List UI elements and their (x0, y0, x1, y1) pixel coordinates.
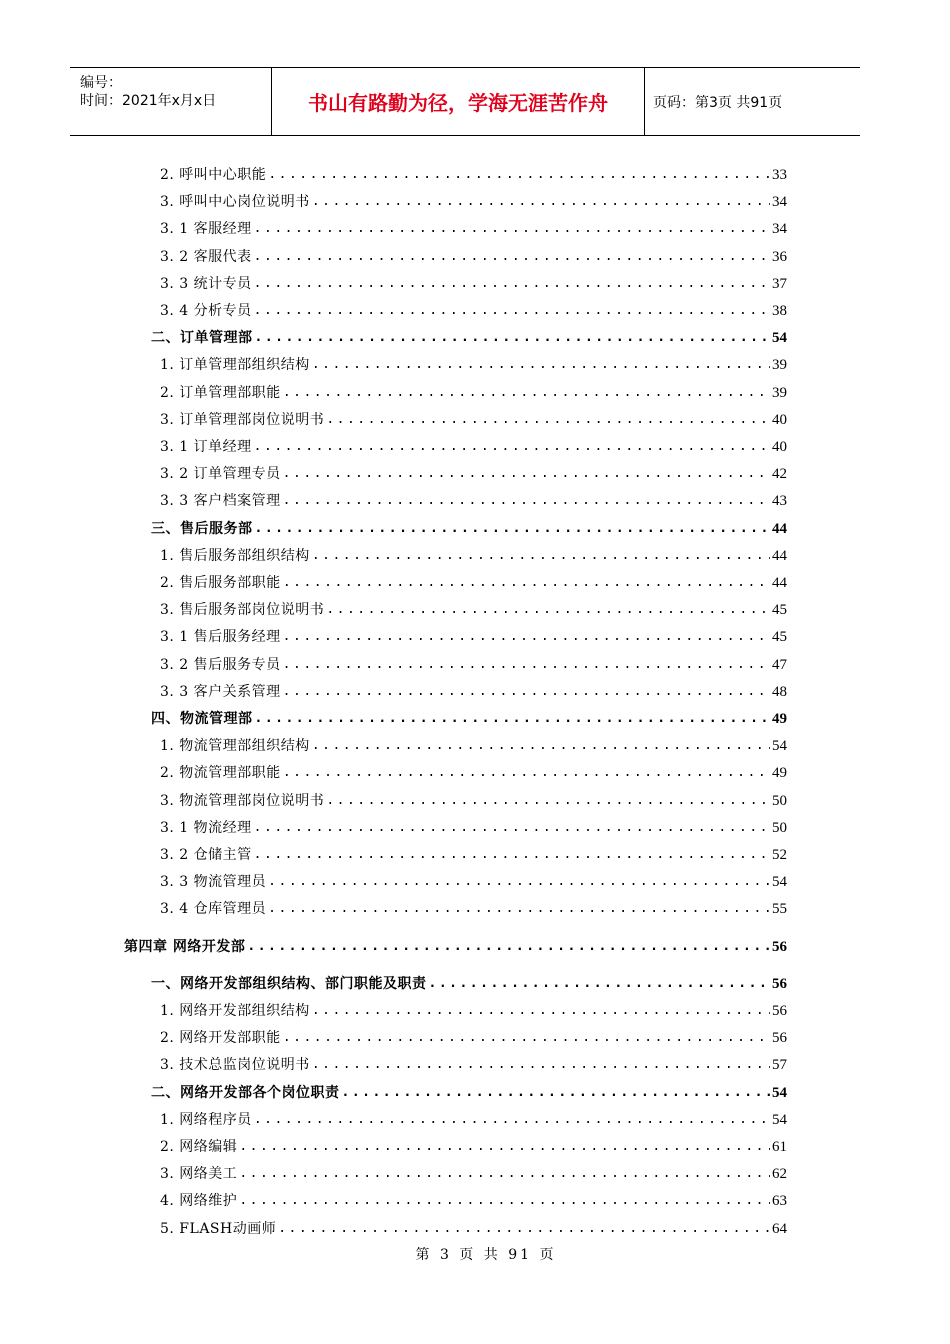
toc-entry[interactable] (160, 216, 787, 238)
toc-entry[interactable] (160, 1134, 787, 1156)
page-header (70, 67, 860, 136)
toc-entry-page: 49 (772, 711, 787, 727)
toc-dot-leader (239, 1138, 770, 1156)
toc-dot-leader (312, 1056, 770, 1074)
toc-entry-title: 四、物流管理部 (151, 711, 253, 727)
toc-dot-leader (254, 1111, 770, 1129)
toc-entry-page: 45 (772, 602, 787, 619)
toc-entry-page: 54 (772, 738, 787, 755)
toc-dot-leader (283, 628, 770, 646)
toc-entry[interactable] (160, 896, 787, 918)
toc-entry[interactable] (160, 1161, 787, 1183)
toc-entry[interactable] (160, 244, 787, 266)
doc-number-label: 编号： (80, 75, 122, 91)
toc-dot-leader (326, 792, 770, 810)
toc-entry-page: 34 (772, 194, 787, 211)
toc-entry-title: 第四章 网络开发部 (124, 938, 246, 955)
toc-dot-leader (254, 275, 770, 293)
toc-entry[interactable] (160, 679, 787, 701)
toc-entry[interactable] (160, 543, 787, 565)
toc-entry-title: 1. 网络程序员 (160, 1111, 252, 1128)
toc-entry[interactable] (151, 325, 787, 347)
toc-entry-title: 3. 2 售后服务专员 (160, 656, 281, 673)
toc-entry-title: 一、网络开发部组织结构、部门职能及职责 (151, 975, 427, 992)
toc-entry[interactable] (151, 1080, 787, 1102)
toc-entry-page: 50 (772, 792, 787, 809)
toc-entry-title: 二、订单管理部 (151, 330, 253, 347)
toc-entry-page: 42 (772, 466, 787, 483)
toc-entry-title: 3. 订单管理部岗位说明书 (160, 411, 325, 428)
toc-dot-leader (326, 601, 770, 619)
toc-entry[interactable] (151, 516, 787, 538)
toc-entry-page: 40 (772, 411, 787, 428)
header-motto: 书山有路勤为径，学海无涯苦作舟 (308, 91, 608, 115)
toc-entry[interactable] (160, 869, 787, 891)
page-footer: 第 3 页 共 91 页 (415, 1247, 557, 1263)
toc-dot-leader (283, 656, 770, 674)
toc-dot-leader (429, 975, 771, 993)
toc-entry-page: 50 (772, 819, 787, 836)
toc-entry[interactable] (151, 706, 787, 728)
toc-entry[interactable] (160, 380, 787, 402)
toc-entry[interactable] (160, 1025, 787, 1047)
toc-dot-leader (342, 1084, 771, 1102)
toc-entry-title: 3. 1 售后服务经理 (160, 629, 281, 646)
toc-dot-leader (255, 710, 771, 728)
toc-entry-title: 1. 网络开发部组织结构 (160, 1003, 310, 1019)
toc-entry[interactable] (160, 461, 787, 483)
toc-entry[interactable] (160, 597, 787, 619)
toc-entry[interactable] (160, 189, 787, 211)
header-motto-cell (271, 68, 645, 135)
toc-dot-leader (312, 1002, 770, 1020)
doc-time-label: 时间：2021年x月x日 (80, 93, 217, 109)
toc-entry-title: 2. 网络编辑 (160, 1139, 238, 1155)
header-left-cell (70, 68, 271, 135)
toc-entry[interactable] (160, 488, 787, 510)
toc-entry[interactable] (160, 1107, 787, 1129)
toc-dot-leader (283, 492, 770, 510)
toc-dot-leader (312, 737, 770, 755)
toc-dot-leader (268, 900, 770, 918)
toc-entry-title: 3. 技术总监岗位说明书 (160, 1057, 310, 1074)
toc-entry-title: 3. 3 客户关系管理 (160, 683, 281, 700)
toc-dot-leader (254, 220, 770, 238)
toc-dot-leader (283, 1029, 770, 1047)
toc-entry-page: 39 (772, 384, 787, 401)
toc-entry-page: 45 (772, 629, 787, 646)
toc-entry-page: 54 (772, 330, 787, 347)
toc-entry[interactable] (160, 652, 787, 674)
toc-entry[interactable] (160, 352, 787, 374)
toc-entry[interactable] (160, 624, 787, 646)
toc-entry[interactable] (160, 815, 787, 837)
toc-dot-leader (254, 819, 770, 837)
toc-entry[interactable] (160, 788, 787, 810)
toc-entry-page: 49 (772, 765, 787, 782)
toc-dot-leader (283, 384, 770, 402)
toc-entry-title: 1. 售后服务部组织结构 (160, 547, 310, 564)
toc-entry[interactable] (151, 971, 787, 993)
toc-entry[interactable] (160, 1052, 787, 1074)
toc-entry-title: 3. 网络美工 (160, 1166, 238, 1183)
toc-entry[interactable] (160, 842, 787, 864)
toc-entry-page: 54 (772, 1111, 787, 1128)
toc-dot-leader (254, 846, 770, 864)
toc-entry-title: 3. 1 物流经理 (160, 819, 252, 836)
toc-entry-title: 3. 1 订单经理 (160, 439, 252, 455)
toc-dot-leader (312, 547, 770, 565)
toc-entry-title: 2. 网络开发部职能 (160, 1030, 281, 1047)
toc-entry-page: 40 (772, 439, 787, 455)
toc-entry[interactable] (160, 1216, 787, 1238)
toc-entry-page: 33 (772, 167, 787, 183)
toc-entry-title: 3. 2 订单管理专员 (160, 466, 281, 483)
toc-entry-title: 4. 网络维护 (160, 1193, 238, 1210)
toc-dot-leader (255, 329, 771, 347)
toc-entry[interactable] (160, 570, 787, 592)
toc-entry-title: 2. 订单管理部职能 (160, 384, 281, 401)
toc-entry-page: 56 (772, 1030, 787, 1047)
toc-entry-page: 56 (772, 1003, 787, 1019)
toc-dot-leader (239, 1192, 770, 1210)
toc-entry[interactable] (160, 1188, 787, 1210)
toc-entry-title: 3. 3 客户档案管理 (160, 493, 281, 510)
toc-dot-leader (283, 574, 770, 592)
toc-entry-page: 57 (772, 1057, 787, 1074)
toc-dot-leader (312, 356, 770, 374)
toc-entry-title: 3. 2 仓储主管 (160, 847, 252, 863)
toc-entry[interactable] (160, 998, 787, 1020)
toc-entry-page: 56 (772, 938, 787, 955)
toc-dot-leader (239, 1165, 770, 1183)
toc-entry-page: 44 (772, 520, 787, 537)
toc-entry-page: 36 (772, 248, 787, 265)
toc-entry[interactable] (160, 298, 787, 320)
toc-entry-page: 62 (772, 1166, 787, 1183)
toc-entry[interactable] (160, 733, 787, 755)
toc-entry-title: 3. 呼叫中心岗位说明书 (160, 194, 310, 211)
toc-entry-title: 3. 4 仓库管理员 (160, 901, 267, 918)
toc-entry-page: 55 (772, 901, 787, 918)
toc-entry[interactable] (160, 162, 787, 184)
toc-dot-leader (268, 873, 770, 891)
toc-entry-title: 1. 订单管理部组织结构 (160, 357, 310, 374)
toc-entry-title: 5. FLASH动画师 (160, 1220, 277, 1237)
toc-entry-title: 3. 1 客服经理 (160, 221, 252, 238)
toc-entry-page: 54 (772, 1084, 787, 1101)
toc-entry-title: 3. 物流管理部岗位说明书 (160, 792, 325, 809)
toc-entry-page: 54 (772, 874, 787, 891)
toc-entry[interactable] (160, 434, 787, 456)
toc-dot-leader (283, 764, 770, 782)
toc-entry-page: 44 (772, 547, 787, 564)
toc-entry-title: 3. 2 客服代表 (160, 248, 252, 265)
toc-entry-page: 34 (772, 221, 787, 238)
toc-dot-leader (254, 438, 770, 456)
toc-entry-title: 3. 售后服务部岗位说明书 (160, 602, 325, 619)
toc-entry-title: 2. 售后服务部职能 (160, 575, 281, 591)
header-page-cell (645, 68, 860, 135)
toc-entry-page: 56 (772, 975, 787, 992)
toc-dot-leader (283, 465, 770, 483)
toc-dot-leader (268, 166, 770, 184)
toc-dot-leader (283, 683, 770, 701)
toc-entry-page: 48 (772, 683, 787, 700)
toc-entry-page: 61 (772, 1139, 787, 1155)
toc-entry[interactable] (160, 760, 787, 782)
toc-entry-page: 64 (772, 1220, 787, 1237)
toc-entry[interactable] (160, 407, 787, 429)
toc-entry-page: 43 (772, 493, 787, 510)
toc-entry-title: 3. 4 分析专员 (160, 303, 252, 319)
toc-entry[interactable] (160, 271, 787, 293)
toc-dot-leader (254, 302, 770, 320)
toc-entry-title: 1. 物流管理部组织结构 (160, 738, 310, 755)
toc-entry-page: 63 (772, 1193, 787, 1210)
toc-entry-page: 47 (772, 656, 787, 673)
toc-dot-leader (278, 1220, 770, 1238)
header-page-info: 页码：第3页 共91页 (653, 94, 783, 111)
toc-entry[interactable] (124, 934, 787, 956)
toc-entry-page: 38 (772, 303, 787, 319)
toc-entry-title: 2. 物流管理部职能 (160, 765, 281, 782)
toc-entry-page: 37 (772, 275, 787, 292)
toc-entry-title: 3. 3 物流管理员 (160, 874, 267, 891)
toc-entry-title: 3. 3 统计专员 (160, 275, 252, 292)
toc-entry-page: 52 (772, 847, 787, 863)
toc-entry-page: 44 (772, 575, 787, 591)
toc-dot-leader (312, 193, 770, 211)
toc-entry-page: 39 (772, 357, 787, 374)
toc-entry-title: 三、售后服务部 (151, 520, 253, 537)
toc-dot-leader (247, 938, 770, 956)
toc-entry-title: 二、网络开发部各个岗位职责 (151, 1084, 340, 1101)
toc-dot-leader (255, 520, 771, 538)
toc-dot-leader (254, 248, 770, 266)
toc-dot-leader (326, 411, 770, 429)
toc-entry-title: 2. 呼叫中心职能 (160, 167, 267, 183)
